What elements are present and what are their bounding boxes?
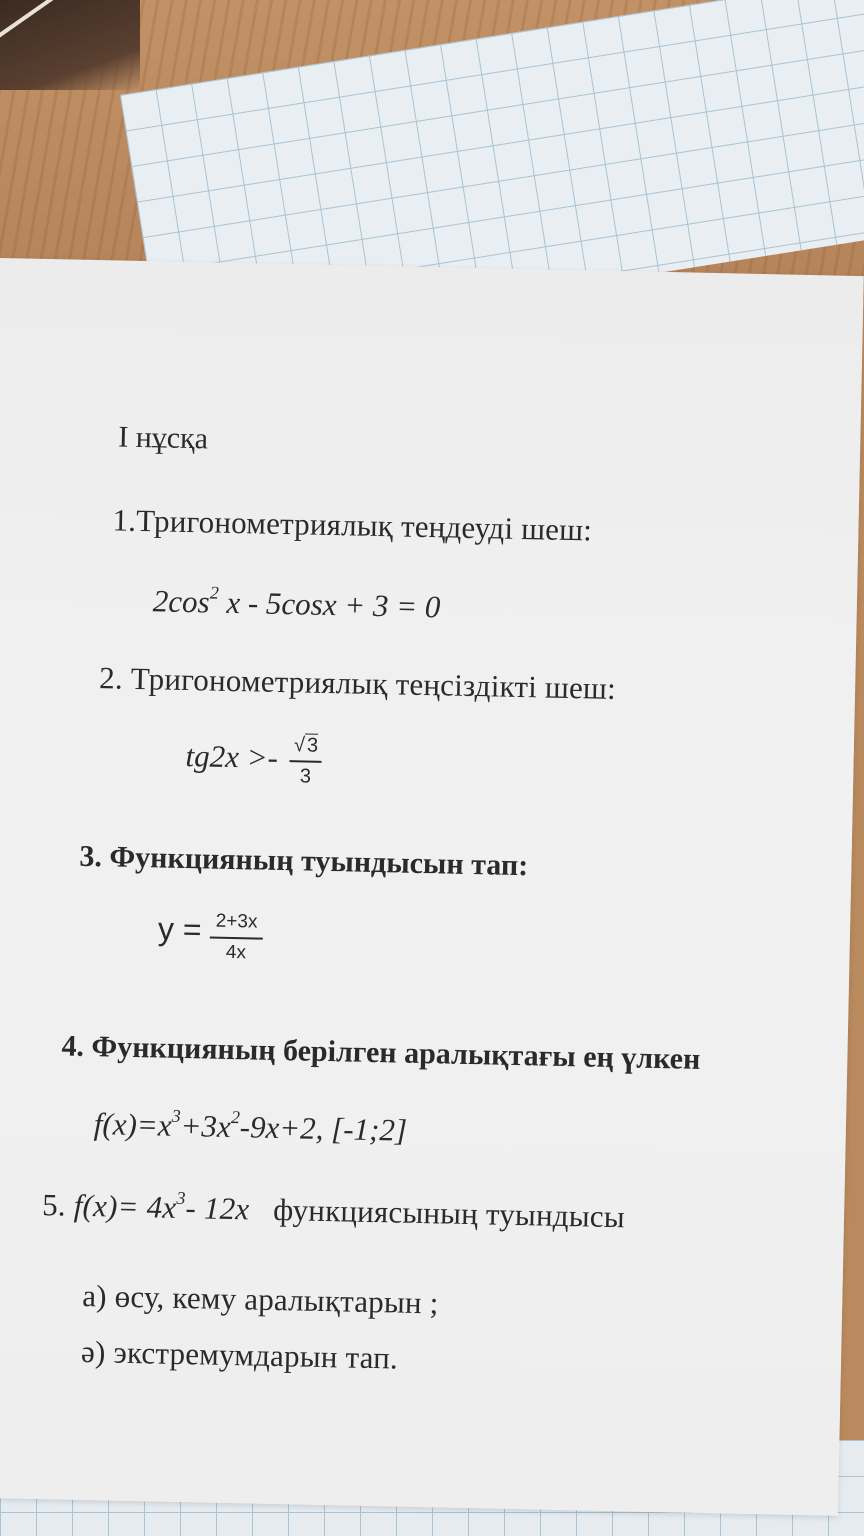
task-1-eq-exponent: 2 <box>209 582 220 603</box>
task-4-part-c: -9x+2, [-1;2] <box>239 1109 408 1148</box>
task-3-denominator: 4x <box>225 941 247 964</box>
dark-corner <box>0 0 140 90</box>
task-5-part-b: - 12x <box>185 1190 250 1227</box>
task-2-numerator <box>290 734 323 763</box>
task-1-eq-part-a: 2cos <box>152 583 211 620</box>
task-4-part-b: +3x <box>180 1107 232 1145</box>
task-3-function <box>157 909 263 964</box>
task-2-fraction <box>289 734 322 789</box>
task-3-lhs: y = <box>157 910 202 948</box>
task-4-label: 4. Функцияның берілген аралықтағы ең үлкен <box>61 1029 701 1076</box>
task-2-radicand: 3 <box>306 734 319 757</box>
task-1-label: 1.Тригонометриялық теңдеуді шеш: <box>112 502 593 548</box>
task-2-inequality <box>185 732 322 789</box>
task-5-label: функциясының туындысы <box>272 1191 626 1235</box>
task-4-exp-2: 2 <box>230 1107 241 1128</box>
task-5-line <box>42 1187 625 1235</box>
task-5-number: 5. <box>41 1187 67 1223</box>
task-3-numerator: 2+3x <box>209 911 263 940</box>
task-5-sub-b: ә) экстремумдарын тап. <box>80 1333 399 1376</box>
task-3-label: 3. Функцияның туындысын тап: <box>79 839 529 883</box>
task-4-function <box>94 1106 408 1149</box>
task-2-label: 2. Тригонометриялық теңсіздікті шеш: <box>98 660 617 706</box>
task-5-function <box>73 1188 249 1227</box>
worksheet <box>0 258 864 1516</box>
task-5-exp: 3 <box>176 1187 186 1209</box>
sqrt-icon: √ <box>293 734 306 757</box>
task-2-lhs: tg2x >- <box>185 738 279 776</box>
task-1-eq-part-b: x - 5cosx + 3 = 0 <box>226 584 441 625</box>
task-2-denominator: 3 <box>299 765 312 788</box>
task-4-exp-1: 3 <box>171 1105 181 1126</box>
task-5-sub-a: а) өсу, кему аралықтарын ; <box>81 1277 439 1321</box>
variant-title: I нұсқа <box>117 420 209 456</box>
task-5-part-a: f(x)= 4x <box>73 1187 177 1225</box>
task-3-fraction <box>209 911 264 965</box>
task-4-part-a: f(x)=x <box>93 1106 172 1143</box>
task-1-equation <box>152 583 440 625</box>
